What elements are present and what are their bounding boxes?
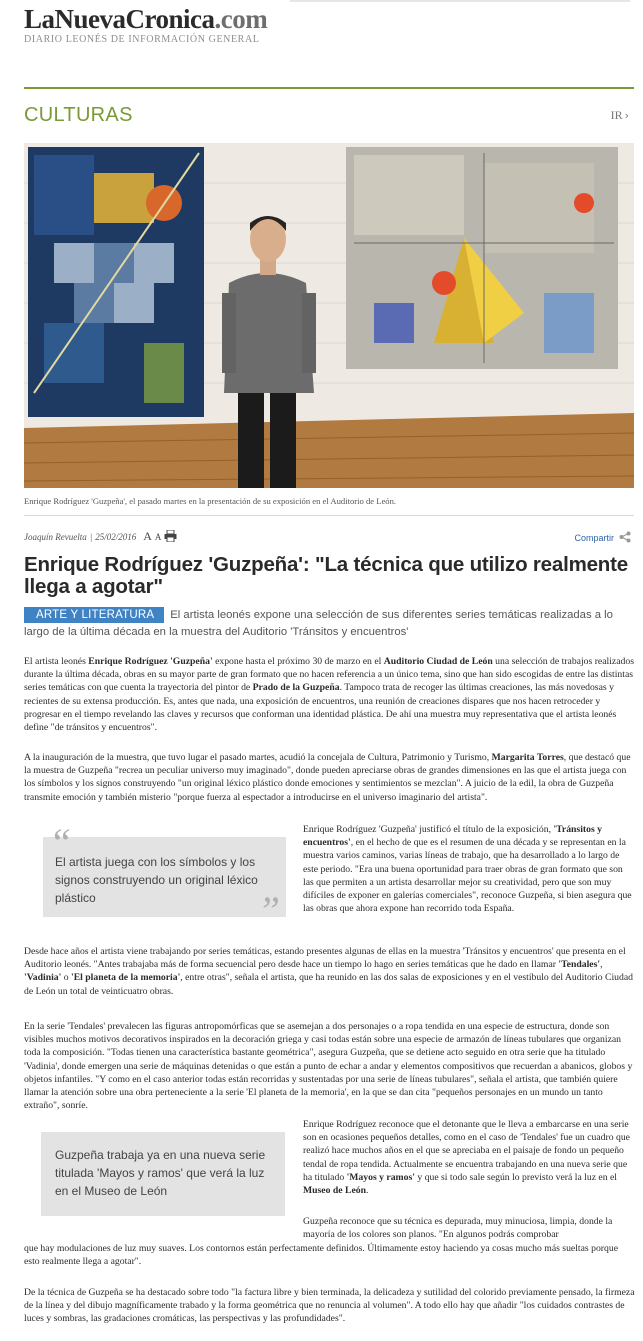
font-increase-button[interactable]: A (143, 529, 152, 543)
left-painting (28, 147, 204, 417)
article-photo (24, 143, 634, 488)
bold-run: 'Tendales' (558, 959, 601, 971)
logo-wordmark (24, 4, 267, 34)
text-run: , (600, 959, 603, 971)
paragraph-8 (24, 1286, 635, 1326)
text-run: que hay modulaciones de luz muy suaves. Los contornos están perfectamente definidos. Últimamente estoy haciendo ya cosas mucho más sueltas porque esto realmente llega a agotar". (24, 1243, 618, 1268)
text-run: , entre otras", señala el artista, que ha reunido en las dos salas de exposiciones y en el vestíbulo del Auditorio Ciudad de León un total de veinticuatro obras. (24, 972, 633, 997)
text-run: A la inauguración de la muestra, que tuvo lugar el pasado martes, acudió la concejala de Cultura, Patrimonio y Turismo, (24, 752, 492, 763)
category-tag[interactable]: ARTE Y LITERATURA (24, 607, 164, 623)
chevron-right-icon: › (624, 109, 629, 122)
text-run: o (61, 972, 72, 984)
pull-quote-1-text: El artista juega con los símbolos y los signos construyendo un original léxico plástico (55, 855, 258, 905)
right-painting (346, 147, 618, 369)
article-meta (24, 529, 177, 544)
font-decrease-button[interactable]: A (154, 531, 162, 542)
site-tagline: DIARIO LEONÉS DE INFORMACIÓN GENERAL (24, 34, 260, 45)
section-nav-link[interactable] (611, 108, 629, 123)
artist-portrait-image (24, 143, 634, 488)
close-quote-icon: ” (257, 888, 280, 933)
bold-run: 'Tránsitos y encuentros' (303, 824, 602, 849)
text-run: Guzpeña reconoce que su técnica es depurada, muy minuciosa, limpia, donde la mayoría de los colores son planos. "En algunos podrás comprobar (303, 1216, 613, 1241)
paragraph-4 (24, 945, 635, 998)
pull-quote-1 (43, 820, 286, 933)
share-label: Compartir (574, 533, 614, 543)
bold-run: 'Vadinia' (24, 972, 62, 984)
font-tools (143, 529, 177, 544)
bold-run: 'Mayos y ramos' (346, 1171, 415, 1183)
top-decoration (290, 0, 630, 2)
open-quote-icon: “ (49, 820, 72, 865)
text-run: , en el hecho de que es el resumen de una década y se representan en la muestra varios caminos, varias líneas de trabajo, que ha desarrollado a lo largo de este periodo. "Era una buena oportunidad para traer obras de gran formato que son las que permiten a un artista desarrollar mejor su creatividad, pero que son muy difíciles de exponer en galerías comerciales", reconoce Guzpeña, si bien asegura que las obras que ahora expone han recorrido toda España. (303, 837, 632, 915)
text-run: . (365, 1185, 369, 1197)
text-run: expone hasta el próximo 30 de marzo en el (212, 656, 384, 667)
section-divider (24, 87, 634, 89)
text-run: , que destacó que la muestra de Guzpeña "recrea un peculiar universo muy imaginado", donde pueden apreciarse obras de grandes dimensiones en las que el artista juega con los símbolos y los signos construyendo "un original léxico plástico donde emociones y sentimientos se mezclan". A juicio de la edil, la obra de Guzpeña transmite emoción y también misterio "porque fuerza al espectador a introducirse en el universo imaginario del artista". (24, 752, 631, 803)
text-run: El artista leonés (24, 656, 89, 667)
pull-quote-2 (41, 1132, 285, 1216)
logo-nueva: Nueva (54, 4, 126, 34)
caption-divider (24, 515, 634, 516)
paragraph-2 (24, 751, 635, 804)
bold-run: Enrique Rodríguez 'Guzpeña' (88, 656, 213, 667)
article-lead (24, 607, 636, 640)
site-logo[interactable] (24, 4, 267, 45)
pull-quote-2-text: Guzpeña trabaja ya en una nueva serie titulada 'Mayos y ramos' que verá la luz en el Museo de León (55, 1148, 266, 1198)
bold-run: Margarita Torres (491, 752, 564, 763)
meta-separator: | (89, 531, 93, 542)
text-run: En la serie 'Tendales' prevalecen las figuras antropomórficas que se asemejan a dos personajes o a ropa tendida en una especie de estructura, donde son visibles muchos motivos decorativos inspirados en la decoración griega y casi todas están sobre una especie de armazón de líneas tubulares que organizan toda la composición. "Todas tienen una característica bastante geométrica", asegura Guzpeña, que se detiene acto seguido en otra serie que ha titulado 'Vadinia', donde emergen una serie de máquinas detenidas o que están a punto de echar a andar y elementos compositivos que recuerdan a abanicos, globos y objetos infantiles. "Y como en el caso anterior todas están recorridas y sustentadas por una serie de líneas tubulares", señala el artista, que también quiere llamar la atención sobre una obra perteneciente a la serie 'El planeta de la memoria', en la que se dan cita "pequeños personajes en un mundo un tanto extraño", sonríe. (24, 1021, 633, 1112)
text-run: Enrique Rodríguez reconoce que el detonante que le lleva a embarcarse en una serie son en ocasiones pequeños detalles, como en el caso de 'Tendales' fue un cuadro que realizó hace muchos años en el que se apreciaba en el paisaje de fondo un pequeño tendal de ropa tendida. Actualmente se encuentra trabajando en una nueva serie que ha titulado (303, 1119, 630, 1183)
text-run: Enrique Rodríguez 'Guzpeña' justificó el título de la exposición, (303, 824, 554, 835)
text-run: una selección de trabajos realizados durante la última década, obras en su mayor parte de gran formato que no hacen referencia a un único tema, sino que han sido escogidas de entre las distintas series temáticas con que cuenta la trayectoria del pintor de (24, 656, 634, 694)
logo-la: La (24, 4, 55, 34)
bold-run: Prado de la Guzpeña (252, 682, 340, 694)
photo-caption: Enrique Rodríguez 'Guzpeña', el pasado martes en la presentación de su exposición en el Auditorio de León. (24, 496, 397, 506)
logo-com: .com (214, 4, 268, 34)
paragraph-7-bottom (24, 1242, 635, 1268)
logo-cronica: Cronica (125, 4, 215, 34)
print-icon[interactable] (164, 530, 177, 544)
text-run: y que si todo sale según lo previsto verá la luz en el (414, 1171, 617, 1183)
paragraph-5 (24, 1020, 635, 1112)
paragraph-7-top (303, 1215, 635, 1241)
section-title[interactable]: CULTURAS (24, 104, 133, 126)
text-run: . Tampoco trata de recoger las últimas creaciones, las más novedosas y recientes de su extensa producción. Es, antes que nada, una exposición de encuentros, una reunión de creaciones dispares que nos hacen retroceder y progresar en el tiempo revelando las claves y recursos que conforman una identidad plástica. De ahí una muestra muy representativa que el artista leonés define "de tránsitos y encuentros". (24, 682, 617, 734)
bold-run: Auditorio Ciudad de León (383, 656, 493, 667)
bold-run: 'El planeta de la memoria' (71, 972, 181, 984)
paragraph-6 (303, 1118, 635, 1197)
bold-run: Museo de León (303, 1185, 366, 1197)
section-nav-label: IR (610, 108, 623, 122)
publish-date: 25/02/2016 (95, 531, 137, 542)
paragraph-3 (303, 823, 635, 915)
share-button[interactable] (574, 531, 631, 545)
paragraph-1 (24, 655, 635, 734)
text-run: De la técnica de Guzpeña se ha destacado sobre todo "la factura libre y bien terminada, la delicadeza y sutilidad del colorido previamente pensado, la firmeza de la línea y del dibujo magníficamente trabado y la forma geométrica que no renuncia al volumen". A todo ello hay que añadir "los cuidados contrastes de luces y sombras, las gradaciones cromáticas, las perspectivas y las profundidades". (24, 1287, 635, 1325)
author-name[interactable]: Joaquín Revuelta (24, 531, 87, 542)
share-icon (619, 531, 631, 545)
lead-text: El artista leonés expone una selección de sus diferentes series temáticas realizadas a lo largo de la última década en la muestra del Auditorio 'Tránsitos y encuentros' (24, 609, 613, 638)
text-run: Desde hace años el artista viene trabajando por series temáticas, estando presentes algunas de ellas en la muestra 'Tránsitos y encuentros' que presenta en el Auditorio leonés. "Antes trabajaba más de forma secuencial pero desde hace un tiempo lo hago en series temáticas que he dado en llamar (24, 946, 626, 971)
article-headline: Enrique Rodríguez 'Guzpeña': "La técnica que utilizo realmente llega a agotar" (24, 553, 628, 598)
